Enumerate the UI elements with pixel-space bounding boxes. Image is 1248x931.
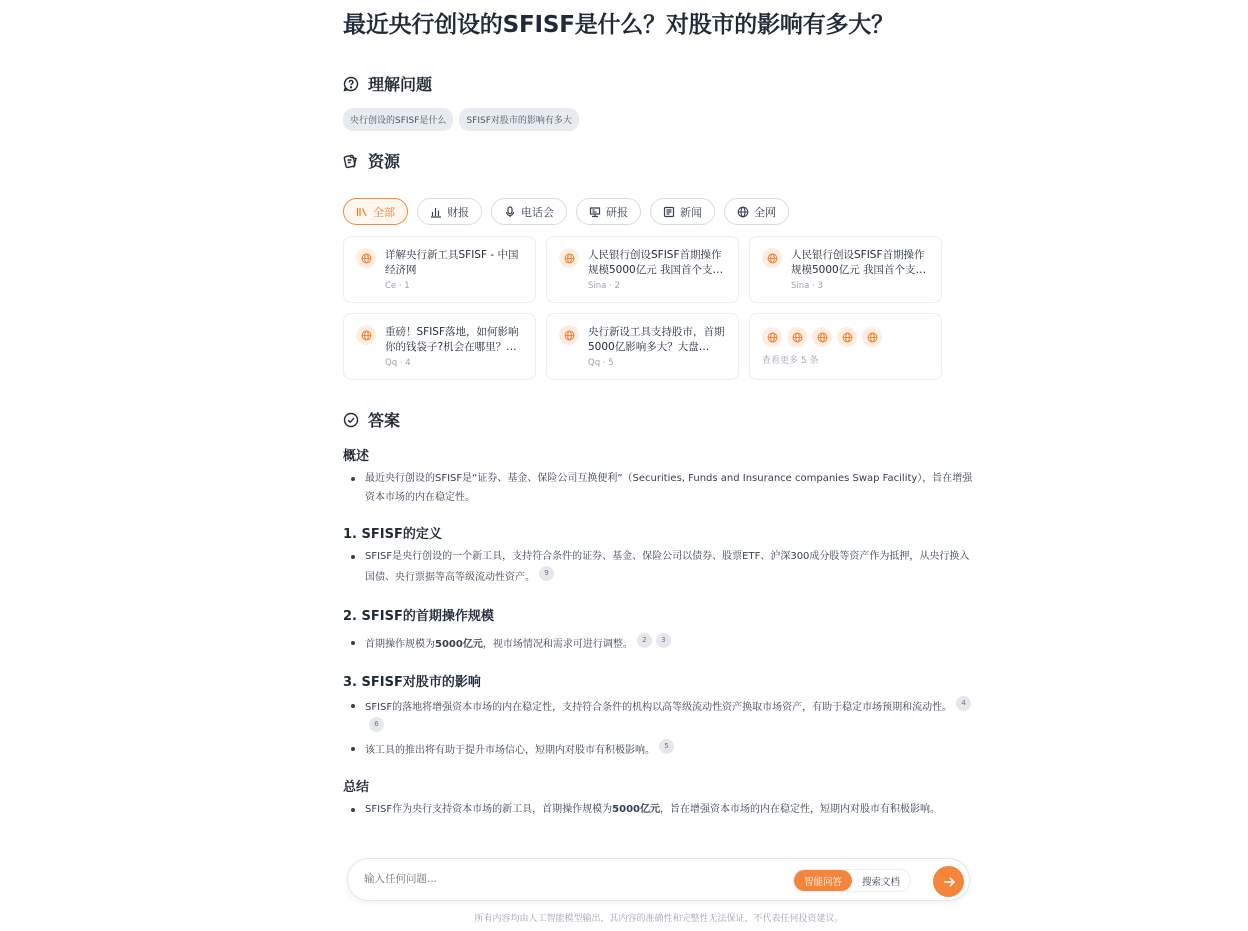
overview-text: 最近央行创设的SFISF是“证券、基金、保险公司互换便利”（Securities, Funds and Insurance companies Swap Facility），旨在增强资本市场的内在稳定性。 [365, 473, 973, 503]
understand-chip[interactable]: 央行创设的SFISF是什么 [343, 108, 453, 131]
source-meta: Qq · 4 [385, 358, 411, 368]
tab-financial-reports[interactable] [417, 198, 482, 225]
check-circle-icon [343, 412, 359, 428]
source-title: 人民银行创设SFISF首期操作规模5000亿元 我国首个支持 [588, 249, 724, 276]
definition-text: SFISF是央行创设的一个新工具，支持符合条件的证券、基金、保险公司以债券、股票ETF、沪深300成分股等资产作为抵押，从央行换入国债、央行票据等高等级流动性资产。 [365, 551, 970, 583]
mode-search-docs[interactable]: 搜索文档 [862, 876, 901, 888]
summary-heading: 总结 [343, 780, 370, 795]
source-card[interactable] [749, 236, 942, 303]
citation-badge[interactable]: 3 [656, 633, 671, 648]
source-meta: Sina · 3 [791, 281, 823, 291]
send-button[interactable] [933, 866, 964, 897]
tab-label: 全部 [373, 205, 395, 219]
arrow-right-icon [942, 875, 956, 889]
source-tabs [343, 198, 789, 225]
page-title: 最近央行创设的SFISF是什么？对股市的影响有多大？ [343, 12, 894, 38]
question-bubble-icon [343, 76, 359, 92]
globe-icon [812, 327, 832, 347]
globe-icon [837, 327, 857, 347]
scale-text: 首期操作规模为 [365, 639, 435, 650]
tab-web[interactable] [724, 198, 789, 225]
tab-label: 新闻 [680, 205, 702, 219]
scale-amount: 5000亿元 [435, 639, 483, 650]
source-title: 重磅！SFISF落地，如何影响你的钱袋子?机会在哪里？… [385, 326, 519, 353]
tab-label: 全网 [754, 205, 776, 219]
understand-chips [343, 108, 579, 131]
sources-icon [343, 153, 359, 169]
source-title: 人民银行创设SFISF首期操作规模5000亿元 我国首个支持 [791, 249, 927, 276]
microphone-icon [504, 206, 516, 218]
scale-heading: 2. SFISF的首期操作规模 [343, 609, 494, 624]
sources-section-header [343, 149, 400, 172]
impact-heading: 3. SFISF对股市的影响 [343, 675, 481, 690]
more-sources-icons [762, 327, 929, 347]
scale-item [351, 633, 975, 654]
answer-section-header [343, 408, 400, 431]
impact-item [351, 696, 975, 738]
overview-item [351, 469, 975, 507]
source-title: 央行新设工具支持股市，首期5000亿影响多大？大盘… [588, 326, 725, 353]
source-meta: Sina · 2 [588, 281, 620, 291]
globe-icon [762, 248, 782, 268]
tab-research-reports[interactable] [576, 198, 641, 225]
tab-conference-calls[interactable] [491, 198, 567, 225]
source-meta: Qq · 5 [588, 358, 614, 368]
tab-news[interactable] [650, 198, 715, 225]
impact-text: SFISF的落地将增强资本市场的内在稳定性，支持符合条件的机构以高等级流动性资产换取市场资产，有助于稳定市场预期和流动性。 [365, 702, 953, 713]
definition-heading: 1. SFISF的定义 [343, 527, 442, 542]
summary-text: SFISF作为央行支持资本市场的新工具，首期操作规模为 [365, 804, 613, 815]
summary-amount: 5000亿元 [612, 804, 660, 815]
citation-badge[interactable]: 5 [659, 739, 674, 754]
disclaimer: 所有内容均由人工智能模型输出，其内容的准确性和完整性无法保证，不代表任何投资建议。 [474, 914, 844, 924]
source-meta: Ce · 1 [385, 281, 410, 291]
report-icon [589, 206, 601, 218]
globe-icon [862, 327, 882, 347]
source-card[interactable] [546, 313, 739, 380]
mode-smart-qa[interactable]: 智能问答 [794, 870, 852, 891]
sources-heading: 资源 [368, 152, 401, 171]
globe-icon [762, 327, 782, 347]
citation-badge[interactable]: 4 [956, 696, 971, 711]
globe-icon [559, 248, 579, 268]
impact-text: 该工具的推出将有助于提升市场信心，短期内对股市有积极影响。 [365, 745, 655, 756]
citation-badge[interactable]: 6 [369, 717, 384, 732]
source-card[interactable] [343, 313, 536, 380]
tab-all[interactable] [343, 198, 408, 225]
source-title: 详解央行新工具SFISF - 中国经济网 [385, 249, 519, 276]
impact-item [351, 739, 975, 760]
books-icon [356, 206, 368, 218]
definition-item [351, 547, 975, 587]
mode-toggle [793, 869, 911, 892]
answer-heading: 答案 [368, 411, 401, 430]
question-input-bar [347, 858, 970, 901]
understand-heading: 理解问题 [368, 75, 433, 94]
globe-icon [559, 325, 579, 345]
summary-text-end: ，旨在增强资本市场的内在稳定性，短期内对股市有积极影响。 [660, 804, 940, 815]
globe-icon [356, 325, 376, 345]
source-cards [343, 236, 942, 380]
globe-icon [356, 248, 376, 268]
bar-chart-icon [430, 206, 442, 218]
understand-chip[interactable]: SFISF对股市的影响有多大 [459, 108, 578, 131]
question-input[interactable] [364, 873, 764, 885]
source-card[interactable] [546, 236, 739, 303]
citation-badge[interactable]: 2 [637, 633, 652, 648]
summary-item [351, 800, 975, 819]
understand-section-header [343, 72, 432, 95]
scale-text-end: ，视市场情况和需求可进行调整。 [482, 639, 633, 650]
tab-label: 财报 [447, 205, 469, 219]
source-card[interactable] [343, 236, 536, 303]
newspaper-icon [663, 206, 675, 218]
citation-badge[interactable]: 9 [539, 566, 554, 581]
globe-icon [737, 206, 749, 218]
more-sources-label: 查看更多 5 条 [762, 356, 819, 366]
tab-label: 电话会 [521, 205, 554, 219]
more-sources-card[interactable] [749, 313, 942, 380]
tab-label: 研报 [606, 205, 628, 219]
overview-heading: 概述 [343, 449, 370, 464]
globe-icon [787, 327, 807, 347]
